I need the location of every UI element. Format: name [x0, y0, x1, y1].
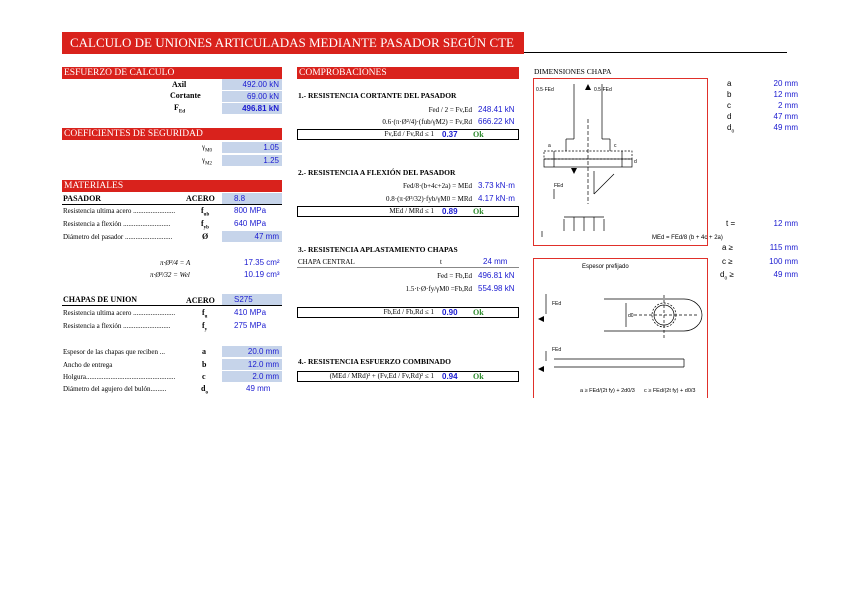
d0-label: d0 [628, 313, 634, 319]
fub-label: Resistencia ultima acero ........................ [63, 207, 176, 215]
s2-r1-value: 3.73 kN·m [478, 181, 515, 190]
s1-r1-value: 248.41 kN [478, 105, 515, 114]
dim-label-c: c [614, 143, 617, 149]
dim-d0-value: 49 mm [773, 123, 798, 132]
espesor-value[interactable]: 20.0 mm [222, 346, 282, 357]
agujero-label: Diámetro del agujero del bulón......... [63, 385, 167, 393]
dim-a-label: a [727, 79, 732, 88]
s1-check-label: Fv,Ed / Fv,Rd ≤ 1 [384, 130, 434, 138]
wel-value: 10.19 cm³ [244, 270, 280, 279]
s1-r2-label: 0.6·(π·Ø²/4)·(fub/γM2) = Fv,Rd [382, 118, 472, 126]
s3-check-label: Fb,Ed / Fb,Rd ≤ 1 [383, 308, 434, 316]
fu-symbol: $f_u$ [202, 308, 208, 320]
area-label: π·Ø²/4 = A [160, 259, 191, 267]
s1-ok: Ok [473, 130, 484, 139]
s3-t-label: t [440, 258, 442, 266]
fyb-symbol: $f_{yb}$ [201, 219, 209, 231]
min-d0-value: 49 mm [773, 270, 798, 279]
fed-label-bottom: FEd [554, 183, 564, 189]
dim-b-label: b [727, 90, 732, 99]
gamma-m2-label: $\gamma_{M2}$ [202, 156, 213, 167]
chapas-acero-value[interactable]: S275 [222, 294, 282, 305]
force-label-upper: FEd [552, 301, 562, 307]
s3-r1-value: 496.81 kN [478, 271, 515, 280]
pasador-label: PASADOR [63, 194, 102, 203]
holgura-label: Holgura................................................... [63, 373, 176, 381]
force-label-top-left: 0.5·FEd [536, 87, 554, 93]
s2-check-value: 0.89 [442, 207, 458, 216]
s4-title: 4.- RESISTENCIA ESFUERZO COMBINADO [298, 357, 451, 366]
t-label: t = [726, 219, 736, 228]
materiales-header: MATERIALES [62, 180, 282, 192]
s1-r2-value: 666.22 kN [478, 117, 515, 126]
fub-symbol: $f_{ub}$ [201, 206, 210, 218]
s1-r1-label: Fed / 2 = Fv,Ed [428, 106, 472, 114]
dim-c-label: c [727, 101, 731, 110]
s3-check-box [297, 307, 519, 318]
diametro-value[interactable]: 47 mm [222, 231, 282, 242]
s4-check-label: (MEd / MRd)² + (Fv,Ed / Fv,Rd)² ≤ 1 [329, 372, 434, 380]
t-value: 12 mm [773, 219, 798, 228]
espesor-label: Espesor de las chapas que reciben ... [63, 348, 166, 356]
axil-label: Axil [172, 80, 187, 89]
pin-diagram-svg [534, 79, 723, 245]
pasador-acero-value[interactable]: 8.8 [222, 193, 282, 204]
s3-r2-value: 554.98 kN [478, 284, 515, 293]
force-label-top-right: 0.5·FEd [594, 87, 612, 93]
min-c-label: c ≥ [722, 257, 733, 266]
b-symbol: b [202, 360, 207, 369]
s2-r1-label: Fed/8·(b+4c+2a) = MEd [403, 182, 472, 190]
gamma-m0-value[interactable]: 1.05 [222, 142, 282, 153]
s2-r2-label: 0.8·(π·Ø³/32)·fyb/γM0 = MRd [386, 195, 472, 203]
axil-value[interactable]: 492.00 kN [222, 79, 282, 90]
formula-c: c ≥ FEd/(2t fy) + d0/3 [644, 388, 696, 394]
fed-label: $F_{Ed}$ [174, 103, 186, 115]
ancho-label: Ancho de entrega [63, 361, 113, 369]
fyb-value: 640 MPa [234, 219, 267, 228]
s2-check-label: MEd / MRd ≤ 1 [389, 207, 434, 215]
chapas-acero-label: ACERO [186, 296, 215, 305]
s2-r2-value: 4.17 kN·m [478, 194, 515, 203]
s4-check-value: 0.94 [442, 372, 458, 381]
dim-d0-label: $d_o$ [727, 123, 735, 135]
diametro-symbol: Ø [202, 232, 209, 241]
fu-value: 410 MPa [234, 308, 267, 317]
plate-diagram [533, 258, 708, 398]
dim-d-value: 47 mm [773, 112, 798, 121]
plate-diagram-svg [534, 259, 707, 399]
fub-value: 800 MPa [234, 206, 267, 215]
s3-title: 3.- RESISTENCIA APLASTAMIENTO CHAPAS [298, 245, 458, 254]
cortante-value[interactable]: 69.00 kN [222, 91, 282, 102]
d0-symbol: $d_o$ [201, 384, 208, 396]
s4-check-box [297, 371, 519, 382]
gamma-m0-label: $\gamma_{M0}$ [202, 143, 213, 154]
a-symbol: a [202, 347, 206, 356]
min-a-value: 115 mm [769, 243, 798, 252]
gamma-m2-value[interactable]: 1.25 [222, 155, 282, 166]
esfuerzo-header: ESFUERZO DE CALCULO [62, 67, 282, 79]
fy-value: 275 MPa [234, 321, 267, 330]
force-label-lower: FEd [552, 347, 562, 353]
fu-label: Resistencia ultima acero ........................ [63, 309, 176, 317]
wel-label: π·Ø³/32 = Wel [150, 271, 190, 279]
agujero-value: 49 mm [246, 384, 271, 393]
min-a-label: a ≥ [722, 243, 734, 252]
divider [62, 204, 282, 205]
diametro-label: Diámetro del pasador ........................... [63, 233, 173, 241]
dim-d-label: d [727, 112, 732, 121]
dims-table [720, 79, 800, 139]
s3-r2-label: 1.5·t·Ø·fy/γM0 =Fb,Rd [405, 285, 472, 293]
s3-check-value: 0.90 [442, 308, 458, 317]
s1-title: 1.- RESISTENCIA CORTANTE DEL PASADOR [298, 91, 457, 100]
divider [62, 305, 282, 306]
med-formula: MEd = FEd/8 (b + 4c + 2a) [652, 235, 723, 241]
page-title: CALCULO DE UNIONES ARTICULADAS MEDIANTE PASADOR SEGÚN CTE [62, 32, 524, 54]
s4-ok: Ok [473, 372, 484, 381]
dim-label-a: a [548, 143, 551, 149]
holgura-value[interactable]: 2.0 mm [222, 371, 282, 382]
dim-label-d: d [634, 159, 637, 165]
dim-b-value: 12 mm [773, 90, 798, 99]
s1-check-value: 0.37 [442, 130, 458, 139]
espesor-caption: Espesor prefijado [582, 264, 629, 270]
min-d0-label: $d_o$ ≥ [720, 270, 734, 282]
s3-ok: Ok [473, 308, 484, 317]
s3-sub-label: CHAPA CENTRAL [298, 258, 355, 266]
fed-value: 496.81 kN [222, 103, 282, 114]
fyb-label: Resistencia a flexión ........................... [63, 220, 171, 228]
c-symbol: c [202, 372, 206, 381]
chapas-label: CHAPAS DE UNION [63, 295, 138, 304]
s3-t-value: 24 mm [483, 257, 508, 266]
pin-bending-diagram [533, 78, 723, 246]
coef-header: COEFICIENTES DE SEGURIDAD [62, 128, 282, 140]
dim-c-value: 2 mm [778, 101, 798, 110]
divider [297, 267, 519, 268]
s2-ok: Ok [473, 207, 484, 216]
s2-title: 2.- RESISTENCIA A FLEXIÓN DEL PASADOR [298, 168, 456, 177]
dimensiones-header: DIMENSIONES CHAPA [534, 67, 612, 76]
min-c-value: 100 mm [769, 257, 798, 266]
ancho-value[interactable]: 12.0 mm [222, 359, 282, 370]
s3-r1-label: Fed = Fb,Ed [437, 272, 472, 280]
dim-a-value: 20 mm [773, 79, 798, 88]
area-value: 17.35 cm² [244, 258, 280, 267]
comprobaciones-header: COMPROBACIONES [297, 67, 519, 79]
cortante-label: Cortante [170, 91, 201, 100]
title-rule [524, 52, 787, 53]
s1-check-box [297, 129, 519, 140]
formula-a: a ≥ FEd/(2t fy) + 2d0/3 [580, 388, 635, 394]
fy-symbol: $f_y$ [202, 321, 208, 333]
pasador-acero-label: ACERO [186, 194, 215, 203]
s2-check-box [297, 206, 519, 217]
fy-label: Resistencia a flexión ........................... [63, 322, 171, 330]
